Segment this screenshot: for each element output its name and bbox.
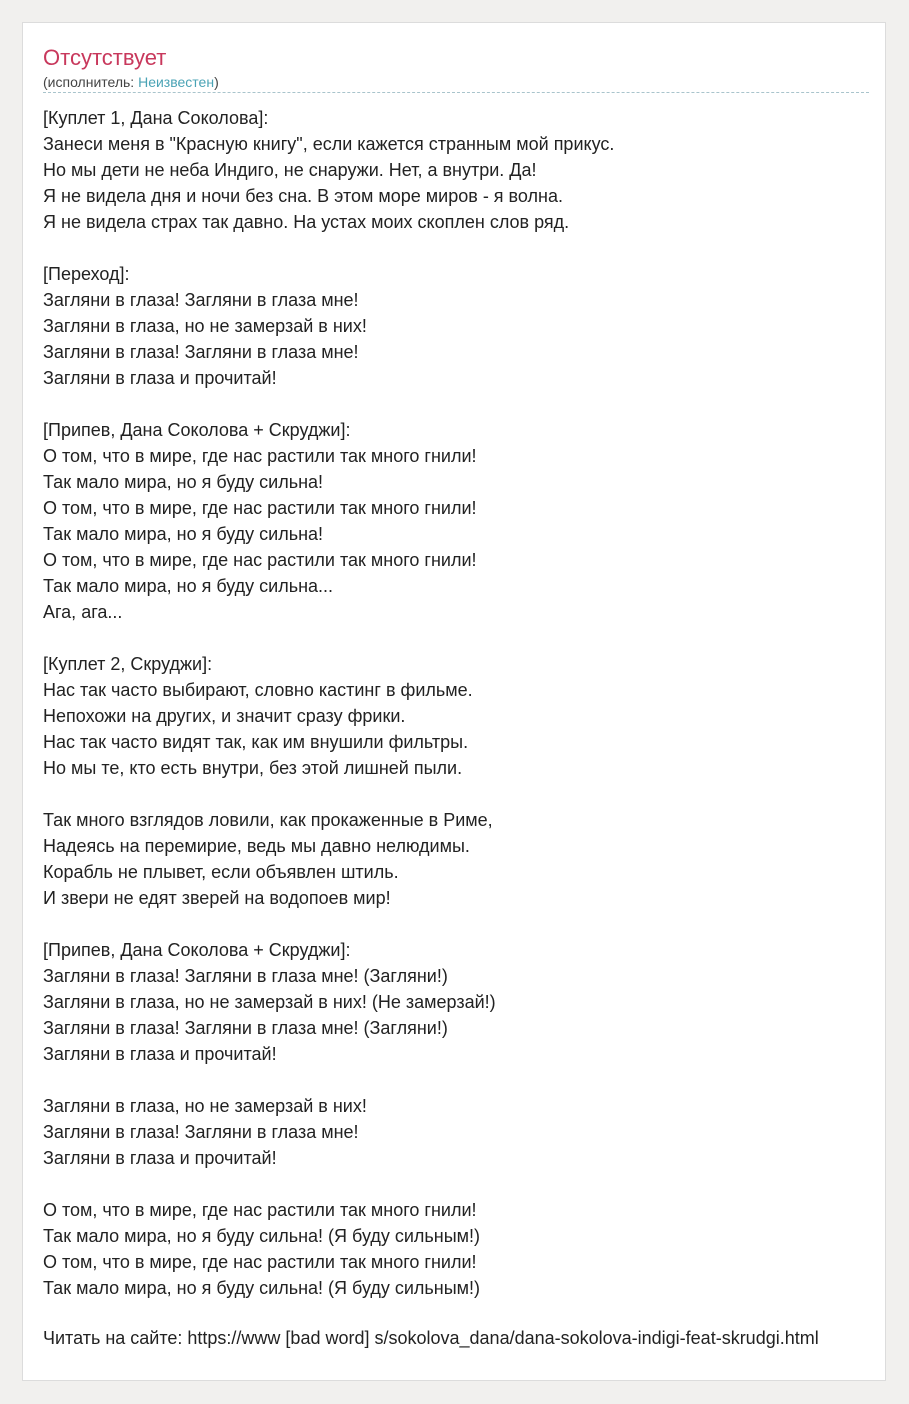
- lyric-line: И звери не едят зверей на водопоев мир!: [43, 888, 391, 908]
- lyric-line: Корабль не плывет, если объявлен штиль.: [43, 862, 399, 882]
- lyric-line: Так много взглядов ловили, как прокаженные в Риме,: [43, 810, 493, 830]
- artist-prefix: (исполнитель:: [43, 74, 139, 90]
- lyric-line: Загляни в глаза! Загляни в глаза мне!: [43, 1122, 359, 1142]
- lyric-line: Загляни в глаза! Загляни в глаза мне! (Загляни!): [43, 1018, 448, 1038]
- dashed-divider: [43, 92, 869, 93]
- lyric-line: Нас так часто выбирают, словно кастинг в фильме.: [43, 680, 473, 700]
- lyric-line: Так мало мира, но я буду сильна!: [43, 472, 324, 492]
- lyric-line: Так мало мира, но я буду сильна! (Я буду сильным!): [43, 1226, 481, 1246]
- lyric-line: Загляни в глаза и прочитай!: [43, 368, 277, 388]
- lyric-line: Так мало мира, но я буду сильна!: [43, 524, 324, 544]
- lyric-line: Надеясь на перемирие, ведь мы давно нелюдимы.: [43, 836, 470, 856]
- lyric-line: Загляни в глаза и прочитай!: [43, 1148, 277, 1168]
- artist-suffix: ): [214, 74, 219, 90]
- lyric-line: Занеси меня в "Красную книгу", если кажется странным мой прикус.: [43, 134, 615, 154]
- song-title: Отсутствует: [43, 45, 167, 70]
- lyric-line: О том, что в мире, где нас растили так много гнили!: [43, 1252, 477, 1272]
- lyric-line: Я не видела дня и ночи без сна. В этом море миров - я волна.: [43, 186, 563, 206]
- lyric-line: [Переход]:: [43, 264, 130, 284]
- lyric-line: Нас так часто видят так, как им внушили фильтры.: [43, 732, 469, 752]
- lyric-line: Непохожи на других, и значит сразу фрики.: [43, 706, 406, 726]
- lyric-line: Загляни в глаза, но не замерзай в них!: [43, 1096, 367, 1116]
- stanza-gap: [43, 625, 614, 651]
- lyric-line: Так мало мира, но я буду сильна...: [43, 576, 334, 596]
- lyric-line: Загляни в глаза! Загляни в глаза мне! (Загляни!): [43, 966, 448, 986]
- lyric-line: О том, что в мире, где нас растили так много гнили!: [43, 446, 477, 466]
- lyric-line: Загляни в глаза, но не замерзай в них! (Не замерзай!): [43, 992, 496, 1012]
- lyric-line: [Припев, Дана Соколова + Скруджи]:: [43, 420, 351, 440]
- lyric-line: Загляни в глаза, но не замерзай в них!: [43, 316, 367, 336]
- lyric-line: Загляни в глаза и прочитай!: [43, 1044, 277, 1064]
- lyric-line: Загляни в глаза! Загляни в глаза мне!: [43, 342, 359, 362]
- stanza-gap: [43, 1171, 614, 1197]
- lyric-line: Так мало мира, но я буду сильна! (Я буду сильным!): [43, 1278, 481, 1298]
- lyric-line: [Куплет 1, Дана Соколова]:: [43, 108, 269, 128]
- lyric-line: О том, что в мире, где нас растили так много гнили!: [43, 498, 477, 518]
- stanza-gap: [43, 235, 614, 261]
- lyric-line: Я не видела страх так давно. На устах моих скоплен слов ряд.: [43, 212, 570, 232]
- lyric-line: [Куплет 2, Скруджи]:: [43, 654, 213, 674]
- artist-line: [43, 74, 219, 90]
- stanza-gap: [43, 911, 614, 937]
- source-line: Читать на сайте: https://www [bad word] s/sokolova_dana/dana-sokolova-indigi-feat-skrudgi.html: [43, 1328, 819, 1348]
- lyric-line: О том, что в мире, где нас растили так много гнили!: [43, 550, 477, 570]
- lyric-line: Но мы те, кто есть внутри, без этой лишней пыли.: [43, 758, 463, 778]
- stanza-gap: [43, 1067, 614, 1093]
- artist-link[interactable]: Неизвестен: [138, 74, 215, 90]
- lyrics-card: [22, 22, 886, 1381]
- lyric-line: Но мы дети не неба Индиго, не снаружи. Нет, а внутри. Да!: [43, 160, 537, 180]
- lyric-line: Ага, ага...: [43, 602, 123, 622]
- lyric-line: О том, что в мире, где нас растили так много гнили!: [43, 1200, 477, 1220]
- stanza-gap: [43, 391, 614, 417]
- lyric-line: [Припев, Дана Соколова + Скруджи]:: [43, 940, 351, 960]
- stanza-gap: [43, 781, 614, 807]
- lyrics-body: [43, 105, 614, 1301]
- lyric-line: Загляни в глаза! Загляни в глаза мне!: [43, 290, 359, 310]
